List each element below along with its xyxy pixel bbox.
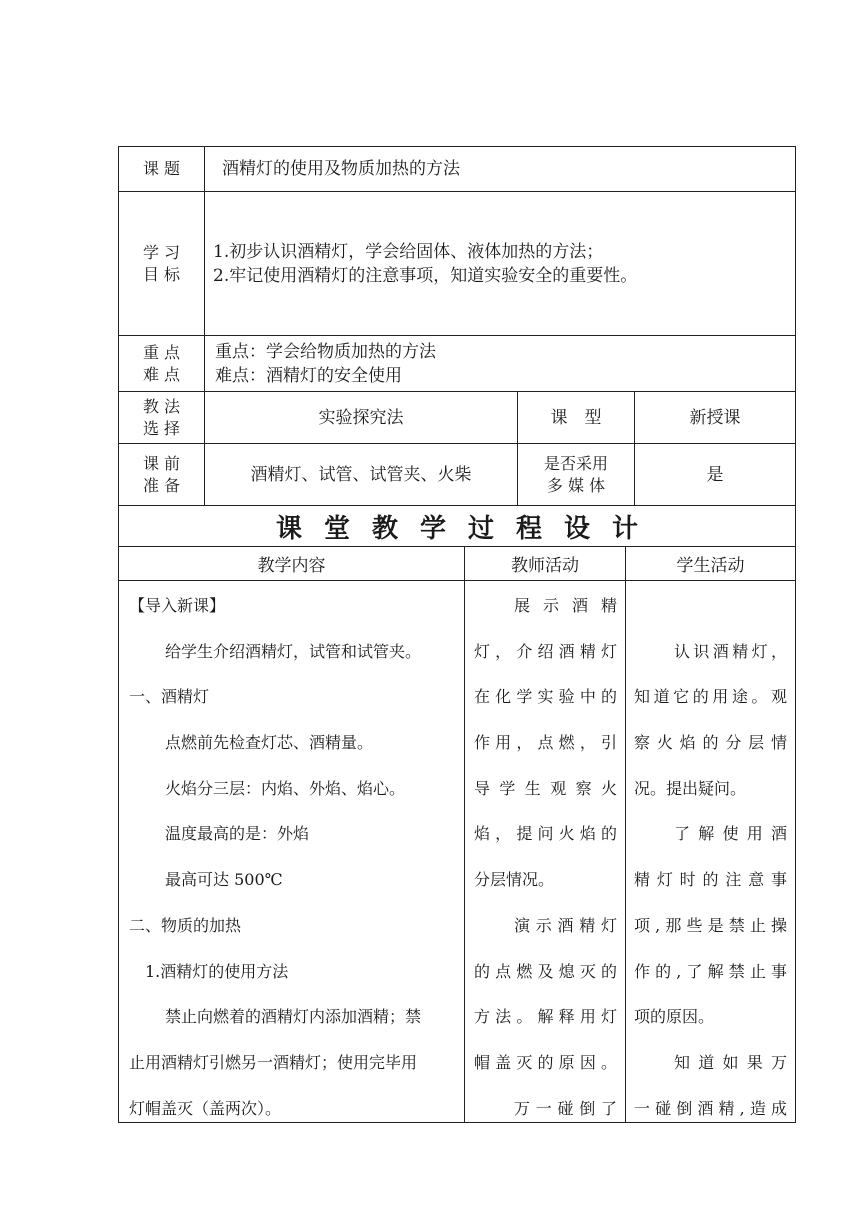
media-value: 是 (706, 464, 724, 485)
content-line: 止用酒精灯引燃另一酒精灯；使用完毕用 (129, 1052, 418, 1072)
content-line: 温度最高的是：外焰 (165, 824, 310, 844)
content-line: 二、物质的加热 (129, 915, 242, 935)
teacher-line: 展示酒精 (514, 596, 617, 615)
goal-2: 2.牢记使用酒精灯的注意事项，知道实验安全的重要性。 (213, 265, 638, 286)
goal-label (119, 192, 204, 335)
content-line: 火焰分三层：内焰、外焰、焰心。 (165, 778, 406, 798)
teacher-line: 在化学实验中的 (474, 687, 617, 707)
teacher-line: 焰，提问火焰的 (474, 824, 617, 844)
student-line: 作的,了解禁止事 (634, 961, 787, 981)
prep-label-line-2: 准 备 (142, 475, 181, 495)
student-line: 了解使用酒 (674, 824, 787, 844)
content-line: 禁止向燃着的酒精灯内添加酒精；禁 (165, 1007, 422, 1027)
teacher-line: 的点燃及熄灭的 (474, 961, 617, 981)
prep-label-line-1: 课 前 (142, 453, 181, 473)
student-line: 知道它的用途。观 (634, 687, 787, 707)
type-label: 课 型 (550, 407, 602, 428)
topic-value: 酒精灯的使用及物质加热的方法 (222, 159, 460, 179)
student-line (634, 583, 787, 629)
teacher-line: 演示酒精灯 (514, 915, 617, 935)
teacher-line: 灯，介绍酒精灯 (474, 641, 617, 661)
column-header-content: 教学内容 (257, 556, 326, 576)
student-line: 项的原因。 (634, 1007, 715, 1027)
content-line: 1.酒精灯的使用方法 (145, 961, 289, 981)
student-line: 况。提出疑问。 (634, 778, 747, 798)
student-line: 知道如果万 (674, 1052, 787, 1072)
goal-label-line-1: 学 习 (142, 242, 181, 262)
column-header-student: 学生活动 (676, 556, 745, 576)
content-line: 【导入新课】 (129, 596, 226, 615)
teacher-column (474, 583, 617, 1131)
goal-label-line-2: 目 标 (142, 264, 181, 284)
type-value: 新授课 (689, 407, 741, 428)
key-label (119, 336, 204, 391)
teacher-line: 作用，点燃，引 (474, 733, 617, 753)
media-label (518, 444, 634, 505)
column-header-teacher: 教师活动 (511, 556, 579, 576)
media-label-line-1: 是否采用 (543, 453, 608, 473)
goal-values (213, 192, 793, 335)
method-label (119, 392, 204, 443)
student-line: 精灯时的注意事 (634, 870, 787, 890)
media-label-line-2: 多 媒 体 (546, 475, 606, 495)
prep-value: 酒精灯、试管、试管夹、火柴 (250, 464, 472, 485)
teacher-line: 分层情况。 (474, 870, 555, 890)
student-line: 认识酒精灯， (674, 641, 787, 661)
topic-label: 课 题 (142, 159, 181, 178)
student-line: 一碰倒酒精,造成 (634, 1098, 787, 1118)
teacher-line: 帽盖灭的原因。 (474, 1052, 617, 1072)
goal-1: 1.初步认识酒精灯，学会给固体、液体加热的方法； (213, 241, 604, 262)
content-line: 给学生介绍酒精灯，试管和试管夹。 (165, 641, 422, 661)
teacher-line: 万一碰倒了 (514, 1098, 617, 1118)
student-column (634, 583, 787, 1131)
difficult-point: 难点：酒精灯的安全使用 (215, 365, 402, 386)
key-values (215, 336, 785, 391)
content-line: 点燃前先检查灯芯、酒精量。 (165, 733, 374, 753)
key-label-line-2: 难 点 (142, 364, 181, 384)
method-value: 实验探究法 (318, 407, 404, 428)
student-line: 察火焰的分层情 (634, 733, 787, 753)
prep-label (119, 444, 204, 505)
student-line: 项,那些是禁止操 (634, 915, 787, 935)
teacher-line: 方法。解释用灯 (474, 1007, 617, 1027)
method-label-line-2: 选 择 (142, 418, 181, 438)
key-point: 重点：学会给物质加热的方法 (215, 341, 436, 362)
content-line: 最高可达 500℃ (165, 870, 283, 890)
method-label-line-1: 教 法 (142, 396, 181, 416)
content-line: 一、酒精灯 (129, 687, 210, 707)
key-label-line-1: 重 点 (142, 342, 181, 362)
content-line: 灯帽盖灭（盖两次）。 (129, 1098, 282, 1118)
content-column (129, 583, 459, 1131)
teacher-line: 导学生观察火 (474, 778, 617, 798)
process-banner: 课堂教学过程设计 (275, 513, 660, 544)
